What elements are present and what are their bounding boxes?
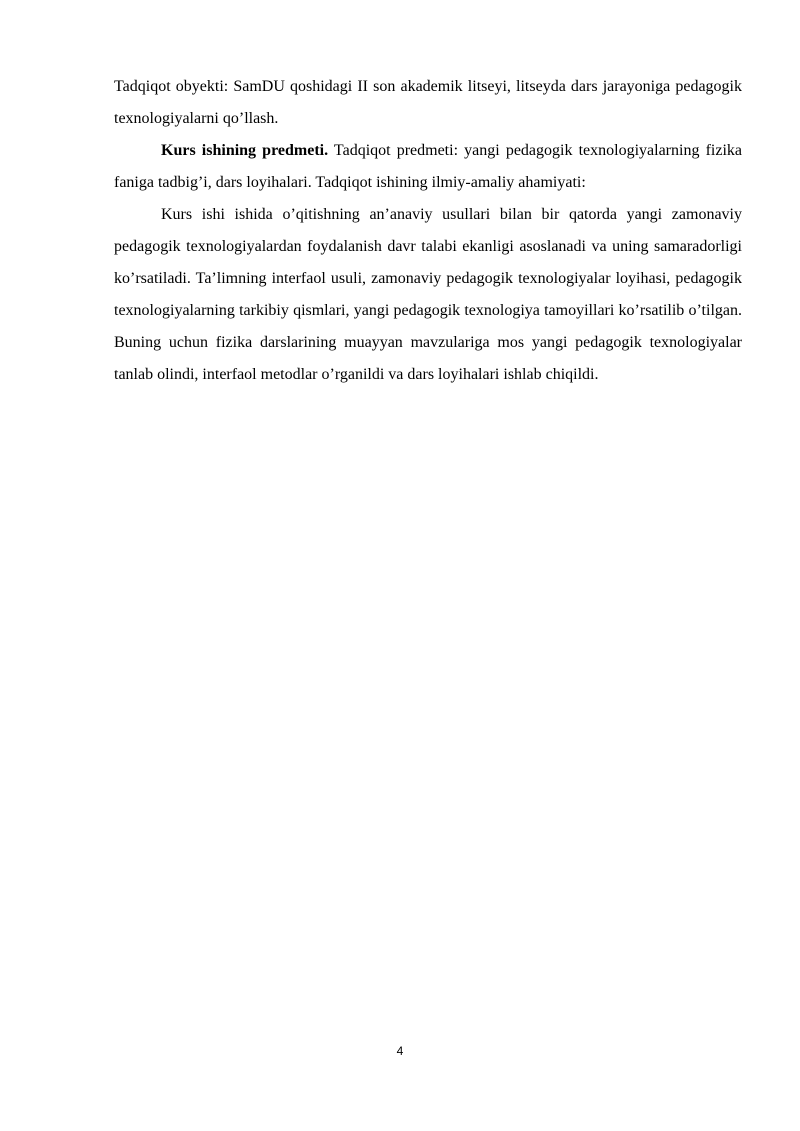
paragraph-bold-heading: Kurs ishining predmeti. <box>161 142 329 159</box>
paragraph-text: Kurs ishi ishida o’qitishning an’anaviy usullari bilan bir qatorda yangi zamonaviy pedagogik texnologiyalardan foydalanish davr talabi ekanligi asoslanadi va uning samaradorligi ko’rsatiladi. Ta’limning interfaol usuli, zamonaviy pedagogik texnologiyalar loyihasi, pedagogik texnologiyalarning tarkibiy qismlari, yangi pedagogik texnologiya tamoyillari ko’rsatilib o’tilgan. Buning uchun fizika darslarining muayyan mavzulariga mos yangi pedagogik texnologiyalar tanlab olindi, interfaol metodlar o’rganildi va dars loyihalari ishlab chiqildi. <box>114 206 742 383</box>
paragraph-course-work <box>114 199 742 391</box>
paragraph-research-subject <box>114 135 742 199</box>
document-body <box>114 71 742 391</box>
page-number: 4 <box>396 1044 404 1058</box>
paragraph-research-object <box>114 71 742 135</box>
paragraph-text: Tadqiqot obyekti: SamDU qoshidagi II son akademik litseyi, litseyda dars jarayoniga pedagogik texnologiyalarni qo’llash. <box>114 78 742 127</box>
paragraph-text: Tadqiqot predmeti: yangi pedagogik texnologiyalarning fizika faniga tadbig’i, dars loyihalari. Tadqiqot ishining ilmiy-amaliy ahamiyati: <box>114 142 742 191</box>
